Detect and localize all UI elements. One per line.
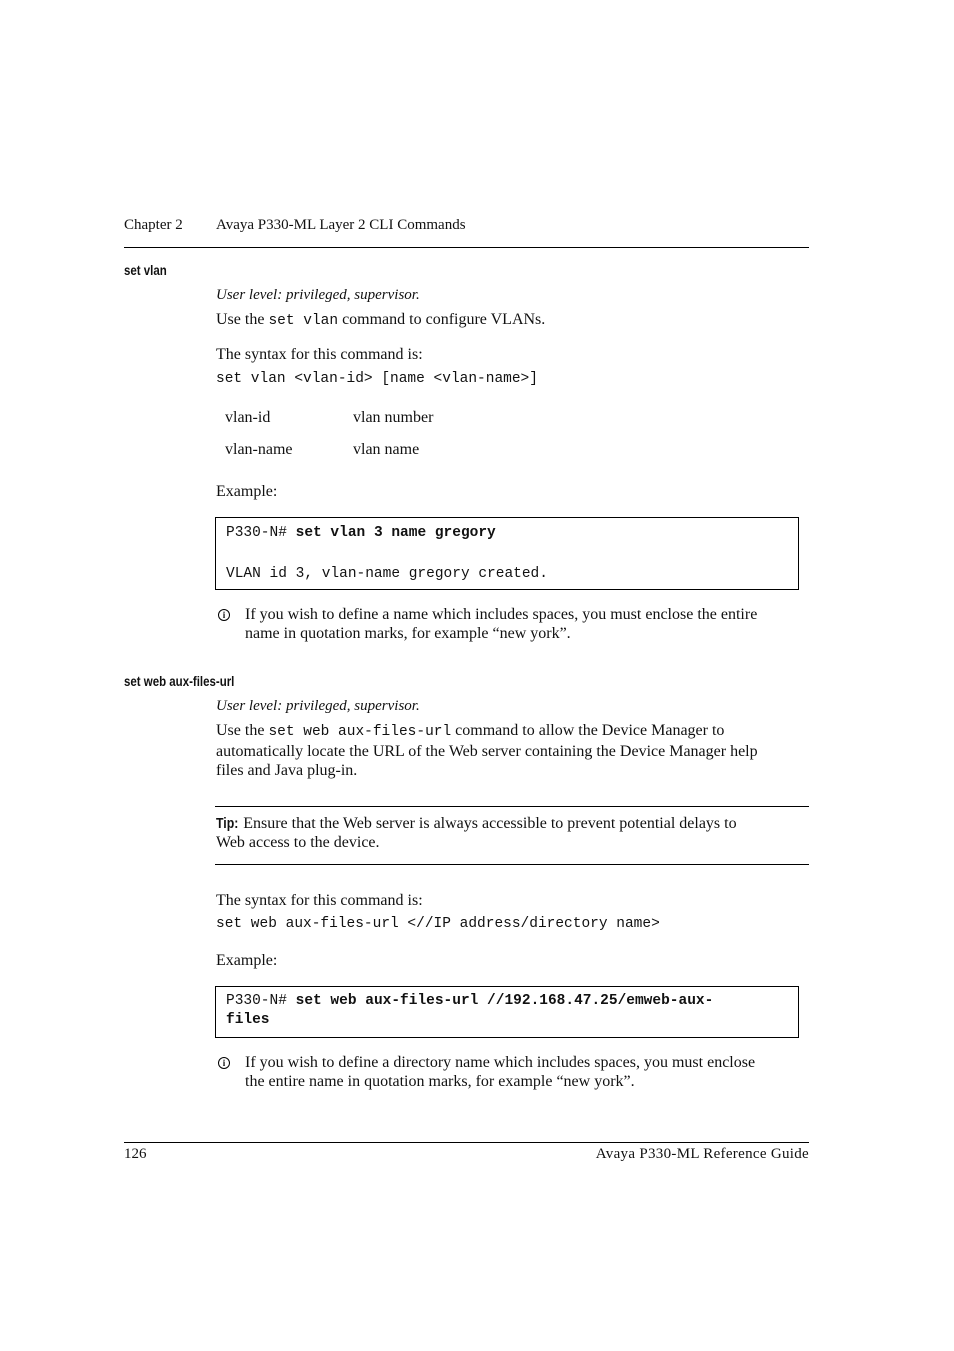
tip-box [216, 814, 810, 852]
intro-line: automatically locate the URL of the Web server containing the Device Manager help [216, 743, 758, 760]
tip-top-rule [215, 806, 809, 807]
tip-bottom-rule [215, 864, 809, 865]
guide-title: Avaya P330-ML Reference Guide [595, 1146, 809, 1162]
cli-prompt: P330-N# [226, 993, 287, 1009]
cli-command: set web aux-files-url //192.168.47.25/emweb-aux- [295, 993, 714, 1009]
cli-prompt: P330-N# [226, 525, 287, 541]
note-line: If you wish to define a directory name which includes spaces, you must enclose [245, 1054, 756, 1071]
intro-text-post: command to configure VLANs. [342, 311, 546, 328]
intro-text-pre: Use the [216, 311, 265, 328]
info-note-icon: i [218, 609, 230, 621]
cli-command: files [226, 1012, 270, 1028]
header-rule [124, 247, 809, 248]
intro-text-post: command to allow the Device Manager to [455, 722, 725, 739]
param-desc: vlan number [353, 409, 434, 426]
syntax-intro: The syntax for this command is: [216, 346, 423, 363]
param-desc: vlan name [353, 441, 420, 458]
chapter-label: Chapter 2 [124, 217, 183, 233]
note-text [245, 605, 810, 643]
tip-text: Ensure that the Web server is always accessible to prevent potential delays to [243, 815, 737, 832]
note-text [245, 1053, 810, 1091]
cli-command: set vlan 3 name gregory [295, 525, 496, 541]
intro-command: set web aux-files-url [268, 724, 452, 740]
syntax-intro: The syntax for this command is: [216, 892, 423, 909]
example-label: Example: [216, 952, 278, 969]
chapter-title: Avaya P330-ML Layer 2 CLI Commands [216, 217, 466, 233]
param-name: vlan-name [225, 441, 293, 458]
section-heading-set-web-aux-files-url: set web aux-files-url [124, 673, 235, 689]
section-heading-set-vlan: set vlan [124, 262, 167, 278]
example-code-box [215, 517, 799, 590]
intro-text-pre: Use the [216, 722, 265, 739]
user-level-text: User level: privileged, supervisor. [216, 698, 420, 714]
example-label: Example: [216, 483, 278, 500]
intro-line: files and Java plug-in. [216, 762, 358, 779]
user-level-text: User level: privileged, supervisor. [216, 287, 420, 303]
tip-label: Tip: [216, 815, 239, 832]
intro-paragraph [216, 721, 810, 780]
intro-command: set vlan [268, 313, 339, 329]
note-line: name in quotation marks, for example “new york”. [245, 625, 571, 642]
tip-text: Web access to the device. [216, 834, 380, 851]
example-command-line [226, 525, 496, 541]
cli-output: VLAN id 3, vlan-name gregory created. [226, 566, 548, 582]
note-line: the entire name in quotation marks, for example “new york”. [245, 1073, 635, 1090]
example-command-line [226, 993, 713, 1009]
example-code-box [215, 986, 799, 1038]
footer-rule [124, 1142, 809, 1143]
page-number: 126 [124, 1146, 147, 1162]
syntax-line: set web aux-files-url <//IP address/directory name> [216, 916, 660, 932]
intro-paragraph [216, 310, 545, 331]
syntax-line: set vlan <vlan-id> [name <vlan-name>] [216, 371, 538, 387]
note-line: If you wish to define a name which includes spaces, you must enclose the entire [245, 606, 758, 623]
info-note-icon: i [218, 1057, 230, 1069]
example-command-continuation [226, 1012, 270, 1028]
param-name: vlan-id [225, 409, 271, 426]
